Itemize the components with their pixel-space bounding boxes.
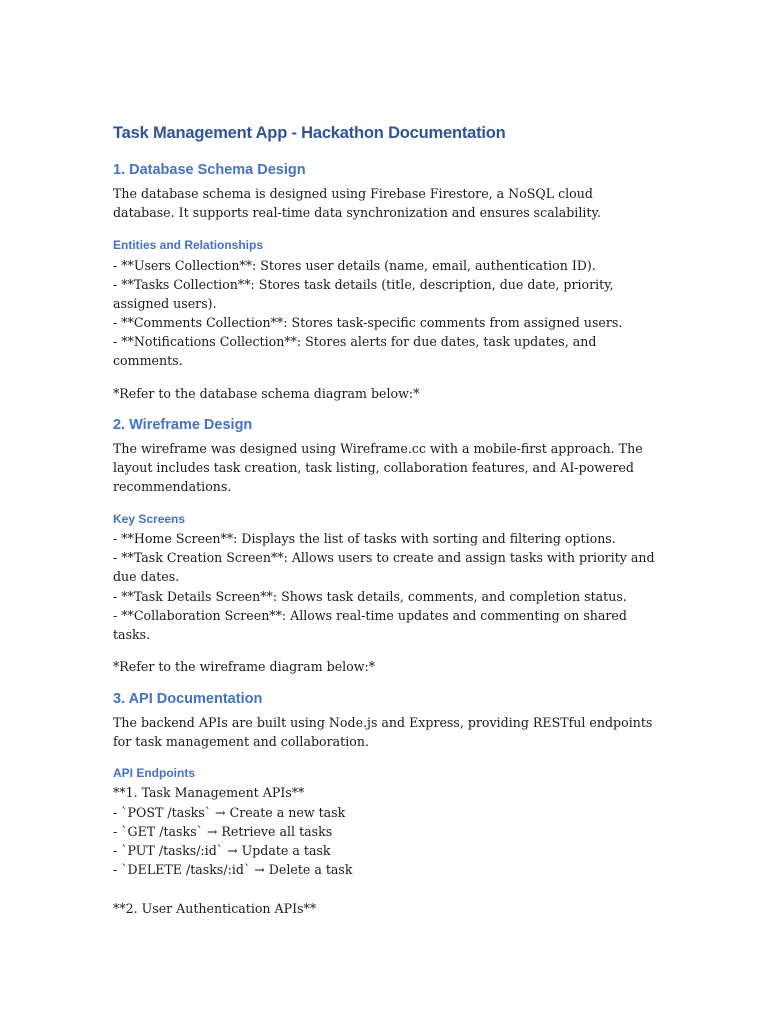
section-intro-wireframe-design: The wireframe was designed using Wireframe.cc with a mobile-first approach. The layout includes task creation, task listing, collaboration features, and AI-powered recommendations. <box>113 441 643 495</box>
list-item: - **Task Details Screen**: Shows task details, comments, and completion status. <box>113 589 627 604</box>
list-item: - **Home Screen**: Displays the list of tasks with sorting and filtering options. <box>113 531 616 546</box>
list-item: - **Users Collection**: Stores user details (name, email, authentication ID). <box>113 258 596 273</box>
section-heading-database-schema: 1. Database Schema Design <box>113 162 306 178</box>
section-heading-api-documentation: 3. API Documentation <box>113 691 263 707</box>
list-item: - `PUT /tasks/:id` → Update a task <box>113 843 331 858</box>
list-item: - **Collaboration Screen**: Allows real-time updates and commenting on shared tasks. <box>113 608 627 643</box>
list-item: - **Comments Collection**: Stores task-specific comments from assigned users. <box>113 315 623 330</box>
list-item: - `POST /tasks` → Create a new task <box>113 805 346 820</box>
subheading-api-endpoints: API Endpoints <box>113 766 195 780</box>
list-item: - `DELETE /tasks/:id` → Delete a task <box>113 862 353 877</box>
section-heading-wireframe-design: 2. Wireframe Design <box>113 417 253 433</box>
diagram-note: *Refer to the database schema diagram below:* <box>113 386 420 401</box>
list-item: - **Tasks Collection**: Stores task details (title, description, due date, priority, assigned users). <box>113 277 614 312</box>
subsection-label: **2. User Authentication APIs** <box>113 901 317 916</box>
section-intro-database-schema: The database schema is designed using Firebase Firestore, a NoSQL cloud database. It supports real-time data synchronization and ensures scalability. <box>113 186 601 221</box>
list-item: - **Task Creation Screen**: Allows users to create and assign tasks with priority and due dates. <box>113 550 655 585</box>
list-item: **1. Task Management APIs** <box>113 785 305 800</box>
subheading-key-screens: Key Screens <box>113 512 186 526</box>
list-item: - `GET /tasks` → Retrieve all tasks <box>113 824 333 839</box>
section-intro-api-documentation: The backend APIs are built using Node.js and Express, providing RESTful endpoints for task management and collaboration. <box>113 715 653 750</box>
subheading-entities-relationships: Entities and Relationships <box>113 238 264 252</box>
document-title: Task Management App - Hackathon Documentation <box>113 124 506 142</box>
diagram-note: *Refer to the wireframe diagram below:* <box>113 659 376 674</box>
list-item: - **Notifications Collection**: Stores alerts for due dates, task updates, and comments. <box>113 334 597 369</box>
